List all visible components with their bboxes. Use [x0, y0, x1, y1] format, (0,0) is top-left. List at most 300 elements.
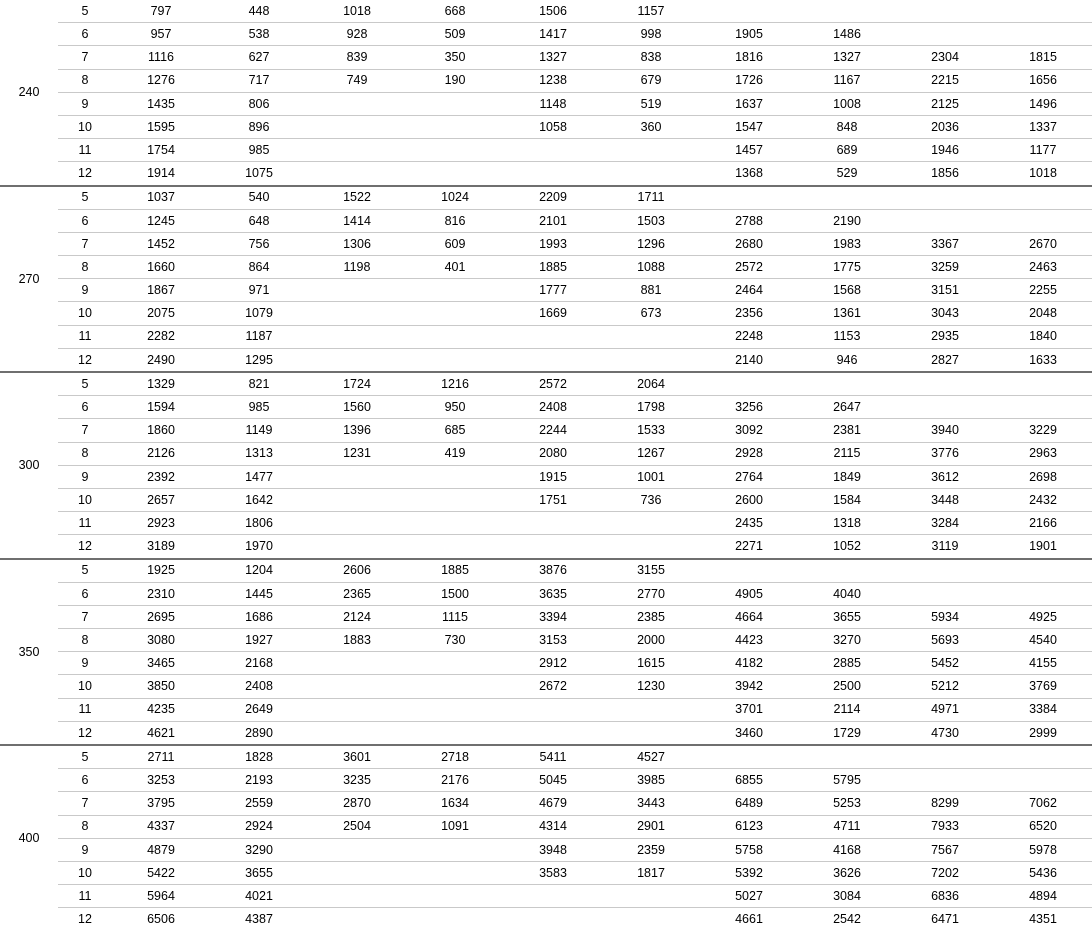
value-cell: 1522	[308, 186, 406, 210]
table-row	[0, 419, 1092, 442]
value-cell: 8299	[896, 792, 994, 815]
value-cell: 4527	[602, 745, 700, 769]
value-cell	[308, 675, 406, 698]
value-cell: 2048	[994, 302, 1092, 325]
value-cell: 2126	[112, 442, 210, 465]
row-index-cell: 8	[58, 442, 112, 465]
value-cell: 1079	[210, 302, 308, 325]
value-cell: 2890	[245, 725, 273, 740]
value-cell: 1216	[406, 372, 504, 396]
value-cell: 1751	[504, 488, 602, 511]
value-cell: 1642	[210, 488, 308, 511]
table-row	[0, 792, 1092, 815]
value-cell: 3776	[896, 442, 994, 465]
value-cell	[994, 23, 1092, 46]
value-cell: 1547	[700, 115, 798, 138]
table-row	[0, 186, 1092, 210]
value-cell: 1457	[700, 139, 798, 162]
table-row	[0, 605, 1092, 628]
value-cell: 5795	[798, 769, 896, 792]
value-cell: 3985	[602, 769, 700, 792]
value-cell: 3080	[112, 629, 210, 652]
value-cell	[308, 512, 406, 535]
value-cell: 3189	[147, 539, 175, 554]
table-row	[0, 372, 1092, 396]
value-cell: 2606	[308, 559, 406, 583]
row-index-cell: 9	[58, 465, 112, 488]
group-label-cell: 350	[0, 559, 58, 746]
value-cell: 3448	[896, 488, 994, 511]
value-cell: 3701	[700, 698, 798, 721]
value-cell: 2698	[994, 465, 1092, 488]
row-index-cell: 9	[58, 838, 112, 861]
table-row	[0, 23, 1092, 46]
value-cell: 1660	[112, 256, 210, 279]
value-cell: 1318	[798, 512, 896, 535]
value-cell: 3284	[896, 512, 994, 535]
value-cell: 1856	[931, 166, 959, 181]
value-cell	[896, 559, 994, 583]
value-cell: 1116	[112, 46, 210, 69]
value-cell: 1506	[504, 0, 602, 23]
value-cell: 1533	[602, 419, 700, 442]
row-index-cell: 7	[58, 232, 112, 255]
row-index-cell: 11	[58, 512, 112, 535]
value-cell: 1883	[308, 629, 406, 652]
value-cell: 1008	[798, 92, 896, 115]
value-cell: 2963	[994, 442, 1092, 465]
row-index-cell: 7	[58, 419, 112, 442]
value-cell: 3270	[798, 629, 896, 652]
value-cell: 3119	[931, 539, 959, 554]
value-cell: 2504	[308, 815, 406, 838]
value-cell: 679	[602, 69, 700, 92]
value-cell: 985	[210, 139, 308, 162]
value-cell	[504, 325, 602, 348]
value-cell: 928	[308, 23, 406, 46]
value-cell: 864	[210, 256, 308, 279]
value-cell	[504, 721, 602, 745]
value-cell: 4182	[700, 652, 798, 675]
value-cell: 3635	[504, 582, 602, 605]
value-cell: 1885	[406, 559, 504, 583]
value-cell: 1754	[112, 139, 210, 162]
value-cell: 838	[602, 46, 700, 69]
value-cell	[700, 0, 798, 23]
value-cell: 2870	[308, 792, 406, 815]
value-cell: 4021	[210, 885, 308, 908]
table-row	[0, 838, 1092, 861]
value-cell	[308, 302, 406, 325]
table-row	[0, 675, 1092, 698]
value-cell	[308, 838, 406, 861]
value-cell: 360	[602, 115, 700, 138]
value-cell: 985	[210, 396, 308, 419]
value-cell: 7202	[896, 861, 994, 884]
value-cell: 2680	[700, 232, 798, 255]
value-cell: 6123	[700, 815, 798, 838]
table-row	[0, 442, 1092, 465]
value-cell: 1296	[602, 232, 700, 255]
value-cell	[602, 139, 700, 162]
value-cell: 2310	[112, 582, 210, 605]
value-cell: 668	[406, 0, 504, 23]
value-cell	[700, 372, 798, 396]
value-cell	[308, 488, 406, 511]
value-cell	[308, 652, 406, 675]
value-cell: 749	[308, 69, 406, 92]
value-cell: 1724	[308, 372, 406, 396]
value-cell	[406, 908, 504, 931]
value-cell	[406, 535, 504, 559]
value-cell: 1115	[406, 605, 504, 628]
value-cell: 1970	[245, 539, 273, 554]
value-cell	[504, 348, 602, 372]
value-cell: 730	[406, 629, 504, 652]
value-cell: 689	[798, 139, 896, 162]
value-cell: 1435	[112, 92, 210, 115]
value-cell: 1560	[308, 396, 406, 419]
value-cell: 3092	[700, 419, 798, 442]
value-cell	[994, 372, 1092, 396]
value-cell	[700, 186, 798, 210]
value-cell: 1276	[112, 69, 210, 92]
value-cell: 2885	[798, 652, 896, 675]
value-cell: 1828	[210, 745, 308, 769]
value-cell: 2190	[798, 209, 896, 232]
table-row	[0, 698, 1092, 721]
value-cell: 1568	[798, 279, 896, 302]
row-index-cell: 6	[58, 209, 112, 232]
value-cell: 3229	[994, 419, 1092, 442]
table-row	[0, 256, 1092, 279]
value-cell	[406, 115, 504, 138]
value-cell	[308, 92, 406, 115]
value-cell	[798, 372, 896, 396]
value-cell: 2381	[798, 419, 896, 442]
value-cell: 1452	[112, 232, 210, 255]
value-cell: 816	[406, 209, 504, 232]
value-cell: 4711	[798, 815, 896, 838]
value-cell	[896, 769, 994, 792]
value-cell: 1867	[112, 279, 210, 302]
value-cell: 2282	[112, 325, 210, 348]
row-index-cell: 12	[78, 166, 92, 181]
value-cell	[994, 582, 1092, 605]
value-cell: 950	[406, 396, 504, 419]
value-cell: 3384	[994, 698, 1092, 721]
value-cell: 6489	[700, 792, 798, 815]
table-row	[0, 46, 1092, 69]
value-cell: 1840	[994, 325, 1092, 348]
value-cell: 1477	[210, 465, 308, 488]
value-cell: 1267	[602, 442, 700, 465]
value-cell: 4905	[700, 582, 798, 605]
value-cell: 2356	[700, 302, 798, 325]
value-cell: 2114	[798, 698, 896, 721]
value-cell: 806	[210, 92, 308, 115]
value-cell: 2075	[112, 302, 210, 325]
value-cell: 1486	[798, 23, 896, 46]
value-cell	[602, 908, 700, 931]
value-cell: 3583	[504, 861, 602, 884]
row-index-cell: 10	[58, 115, 112, 138]
value-cell	[896, 186, 994, 210]
value-cell: 2359	[602, 838, 700, 861]
value-cell: 6520	[994, 815, 1092, 838]
value-cell	[308, 698, 406, 721]
value-cell: 2365	[308, 582, 406, 605]
value-cell	[896, 0, 994, 23]
value-cell	[602, 535, 700, 559]
value-cell	[406, 302, 504, 325]
value-cell	[602, 512, 700, 535]
value-cell	[896, 209, 994, 232]
table-row	[0, 721, 1092, 745]
value-cell	[994, 209, 1092, 232]
value-cell: 1153	[798, 325, 896, 348]
value-cell: 3940	[896, 419, 994, 442]
value-cell: 1024	[406, 186, 504, 210]
value-cell: 4661	[735, 912, 763, 927]
value-cell	[504, 139, 602, 162]
value-cell: 1860	[112, 419, 210, 442]
value-cell: 1157	[602, 0, 700, 23]
table-row	[0, 139, 1092, 162]
value-cell: 1148	[504, 92, 602, 115]
value-cell: 3769	[994, 675, 1092, 698]
value-cell	[994, 396, 1092, 419]
row-index-cell: 6	[58, 23, 112, 46]
value-cell: 2695	[112, 605, 210, 628]
value-cell: 2559	[210, 792, 308, 815]
value-cell	[700, 559, 798, 583]
value-cell: 5964	[112, 885, 210, 908]
value-cell	[406, 885, 504, 908]
value-cell: 1327	[504, 46, 602, 69]
value-cell	[504, 885, 602, 908]
value-cell: 4337	[112, 815, 210, 838]
value-cell	[308, 885, 406, 908]
value-cell: 1503	[602, 209, 700, 232]
value-cell: 1058	[504, 115, 602, 138]
value-cell: 2408	[504, 396, 602, 419]
value-cell: 2711	[112, 745, 210, 769]
value-cell: 648	[210, 209, 308, 232]
table-row	[0, 92, 1092, 115]
table-row	[0, 348, 1092, 372]
value-cell: 1637	[700, 92, 798, 115]
value-cell: 1798	[602, 396, 700, 419]
value-cell: 4168	[798, 838, 896, 861]
value-cell: 3948	[504, 838, 602, 861]
value-cell: 3151	[896, 279, 994, 302]
value-cell: 4679	[504, 792, 602, 815]
value-cell: 1149	[210, 419, 308, 442]
value-cell: 1496	[994, 92, 1092, 115]
row-index-cell: 5	[58, 745, 112, 769]
value-cell: 509	[406, 23, 504, 46]
value-cell: 946	[836, 352, 858, 367]
value-cell: 1777	[504, 279, 602, 302]
value-cell	[308, 535, 406, 559]
value-cell: 1001	[602, 465, 700, 488]
value-cell: 2124	[308, 605, 406, 628]
table-row	[0, 908, 1092, 931]
group-label-cell: 270	[0, 186, 58, 373]
value-cell: 2080	[504, 442, 602, 465]
row-index-cell: 7	[58, 792, 112, 815]
row-index-cell: 9	[58, 652, 112, 675]
value-cell: 2923	[112, 512, 210, 535]
value-cell	[896, 745, 994, 769]
row-index-cell: 5	[58, 559, 112, 583]
value-cell: 529	[836, 166, 858, 181]
value-cell: 5045	[504, 769, 602, 792]
value-cell	[406, 652, 504, 675]
value-cell	[798, 559, 896, 583]
value-cell	[602, 885, 700, 908]
table-row	[0, 769, 1092, 792]
value-cell	[308, 465, 406, 488]
table-row	[0, 559, 1092, 583]
value-cell: 3256	[700, 396, 798, 419]
value-cell	[602, 162, 700, 186]
row-index-cell: 7	[58, 605, 112, 628]
value-cell: 1615	[602, 652, 700, 675]
value-cell: 2647	[798, 396, 896, 419]
value-cell: 4040	[798, 582, 896, 605]
value-cell: 2928	[700, 442, 798, 465]
table-row	[0, 162, 1092, 186]
value-cell	[700, 745, 798, 769]
value-cell: 2036	[896, 115, 994, 138]
table-row	[0, 512, 1092, 535]
row-index-cell: 8	[58, 256, 112, 279]
value-cell: 1245	[112, 209, 210, 232]
value-cell: 1594	[112, 396, 210, 419]
value-cell	[406, 348, 504, 372]
value-cell: 5934	[896, 605, 994, 628]
value-cell: 4387	[245, 912, 273, 927]
value-cell	[504, 512, 602, 535]
value-cell	[406, 325, 504, 348]
value-cell: 4621	[147, 725, 175, 740]
row-index-cell: 10	[58, 302, 112, 325]
group-label-cell: 400	[0, 745, 58, 931]
row-index-cell: 6	[58, 769, 112, 792]
value-cell: 3367	[896, 232, 994, 255]
value-cell: 4155	[994, 652, 1092, 675]
row-index-cell: 8	[58, 629, 112, 652]
value-cell: 2392	[112, 465, 210, 488]
value-cell: 2244	[504, 419, 602, 442]
value-cell: 1018	[1029, 166, 1057, 181]
value-cell: 1018	[308, 0, 406, 23]
value-cell	[406, 279, 504, 302]
value-cell: 7062	[994, 792, 1092, 815]
value-cell: 1595	[112, 115, 210, 138]
value-cell: 1337	[994, 115, 1092, 138]
table-row	[0, 629, 1092, 652]
row-index-cell: 10	[58, 675, 112, 698]
value-cell	[308, 861, 406, 884]
value-cell: 1905	[700, 23, 798, 46]
table-row	[0, 815, 1092, 838]
value-cell: 1204	[210, 559, 308, 583]
value-cell: 1925	[112, 559, 210, 583]
row-index-cell: 10	[58, 861, 112, 884]
group-label-cell: 240	[18, 85, 40, 99]
value-cell	[896, 396, 994, 419]
table-row	[0, 279, 1092, 302]
value-cell: 1329	[112, 372, 210, 396]
value-cell: 1993	[504, 232, 602, 255]
value-cell	[994, 559, 1092, 583]
value-cell: 2764	[700, 465, 798, 488]
value-cell: 2718	[406, 745, 504, 769]
value-cell: 1656	[994, 69, 1092, 92]
value-cell: 419	[406, 442, 504, 465]
value-cell: 1238	[504, 69, 602, 92]
value-cell: 3655	[798, 605, 896, 628]
value-cell: 2248	[700, 325, 798, 348]
value-cell: 1729	[833, 725, 861, 740]
value-cell: 3876	[504, 559, 602, 583]
value-cell: 3942	[700, 675, 798, 698]
value-cell: 3253	[112, 769, 210, 792]
value-cell	[406, 139, 504, 162]
value-cell: 1669	[504, 302, 602, 325]
table-row	[0, 465, 1092, 488]
value-cell: 1775	[798, 256, 896, 279]
value-cell: 2166	[994, 512, 1092, 535]
value-cell: 2500	[798, 675, 896, 698]
value-cell	[406, 465, 504, 488]
value-cell: 1230	[602, 675, 700, 698]
value-cell: 4351	[1029, 912, 1057, 927]
value-cell: 5411	[504, 745, 602, 769]
row-index-cell: 10	[58, 488, 112, 511]
value-cell: 998	[602, 23, 700, 46]
value-cell	[308, 908, 406, 931]
table-row	[0, 325, 1092, 348]
value-cell: 2827	[931, 352, 959, 367]
value-cell: 2999	[1029, 725, 1057, 740]
row-index-cell: 5	[58, 186, 112, 210]
row-index-cell: 9	[58, 92, 112, 115]
value-cell: 881	[602, 279, 700, 302]
table-row	[0, 232, 1092, 255]
value-cell	[602, 325, 700, 348]
row-index-cell: 12	[78, 352, 92, 367]
value-cell	[994, 186, 1092, 210]
table-row	[0, 488, 1092, 511]
value-cell: 2271	[735, 539, 763, 554]
value-cell	[504, 162, 602, 186]
value-cell: 1885	[504, 256, 602, 279]
row-index-cell: 9	[58, 279, 112, 302]
table-row	[0, 861, 1092, 884]
value-cell: 1231	[308, 442, 406, 465]
value-cell: 1417	[504, 23, 602, 46]
value-cell: 673	[602, 302, 700, 325]
value-cell: 1414	[308, 209, 406, 232]
value-cell: 1816	[700, 46, 798, 69]
value-cell	[994, 769, 1092, 792]
value-cell: 3259	[896, 256, 994, 279]
table-row	[0, 396, 1092, 419]
